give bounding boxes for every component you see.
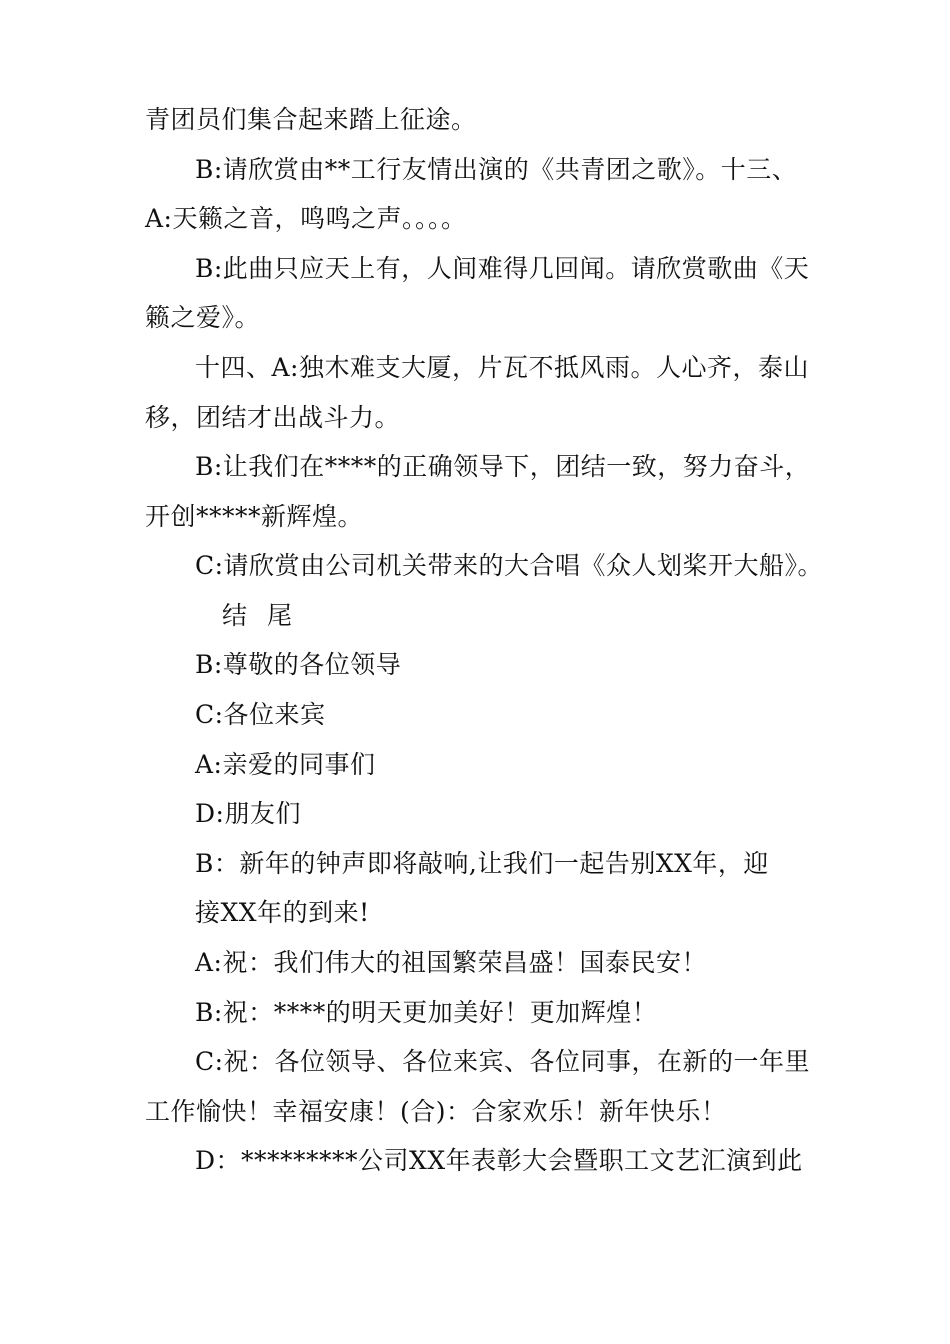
text-line: 青团员们集合起来踏上征途。 [145,105,477,134]
text-line: B:请欣赏由**工行友情出演的《共青团之歌》。十三、 [195,155,798,184]
text-line: B:祝：****的明天更加美好！更加辉煌！ [195,998,658,1027]
text-line: C:各位来宾 [195,700,326,729]
text-line: D:朋友们 [195,799,301,828]
text-line: A:天籁之音，鸣鸣之声。。。。 [145,204,467,233]
text-line: C:请欣赏由公司机关带来的大合唱《众人划桨开大船》。 [195,551,824,580]
text-line: C:祝：各位领导、各位来宾、各位同事，在新的一年里 [195,1047,811,1076]
text-line: A:祝：我们伟大的祖国繁荣昌盛！国泰民安！ [195,948,707,977]
text-line: 籁之爱》。 [145,303,261,332]
text-line: 接XX年的到来! [195,898,370,927]
text-line: B：新年的钟声即将敲响,让我们一起告别XX年，迎 [195,849,769,878]
text-line: 移，团结才出战斗力。 [145,403,401,432]
text-line: 十四、A:独木难支大厦，片瓦不抵风雨。人心齐，泰山 [195,353,809,382]
text-line: 工作愉快！幸福安康！(合)：合家欢乐！新年快乐！ [145,1097,727,1126]
text-line: B:此曲只应天上有，人间难得几回闻。请欣赏歌曲《天 [195,254,810,283]
text-line: D：*********公司XX年表彰大会暨职工文艺汇演到此 [195,1146,803,1175]
text-line: 开创*****新辉煌。 [145,502,364,531]
text-line: B:尊敬的各位领导 [195,650,402,679]
text-line: B:让我们在****的正确领导下，团结一致，努力奋斗， [195,452,811,481]
section-heading: 结 尾 [222,601,298,630]
text-line: A:亲爱的同事们 [195,750,376,779]
